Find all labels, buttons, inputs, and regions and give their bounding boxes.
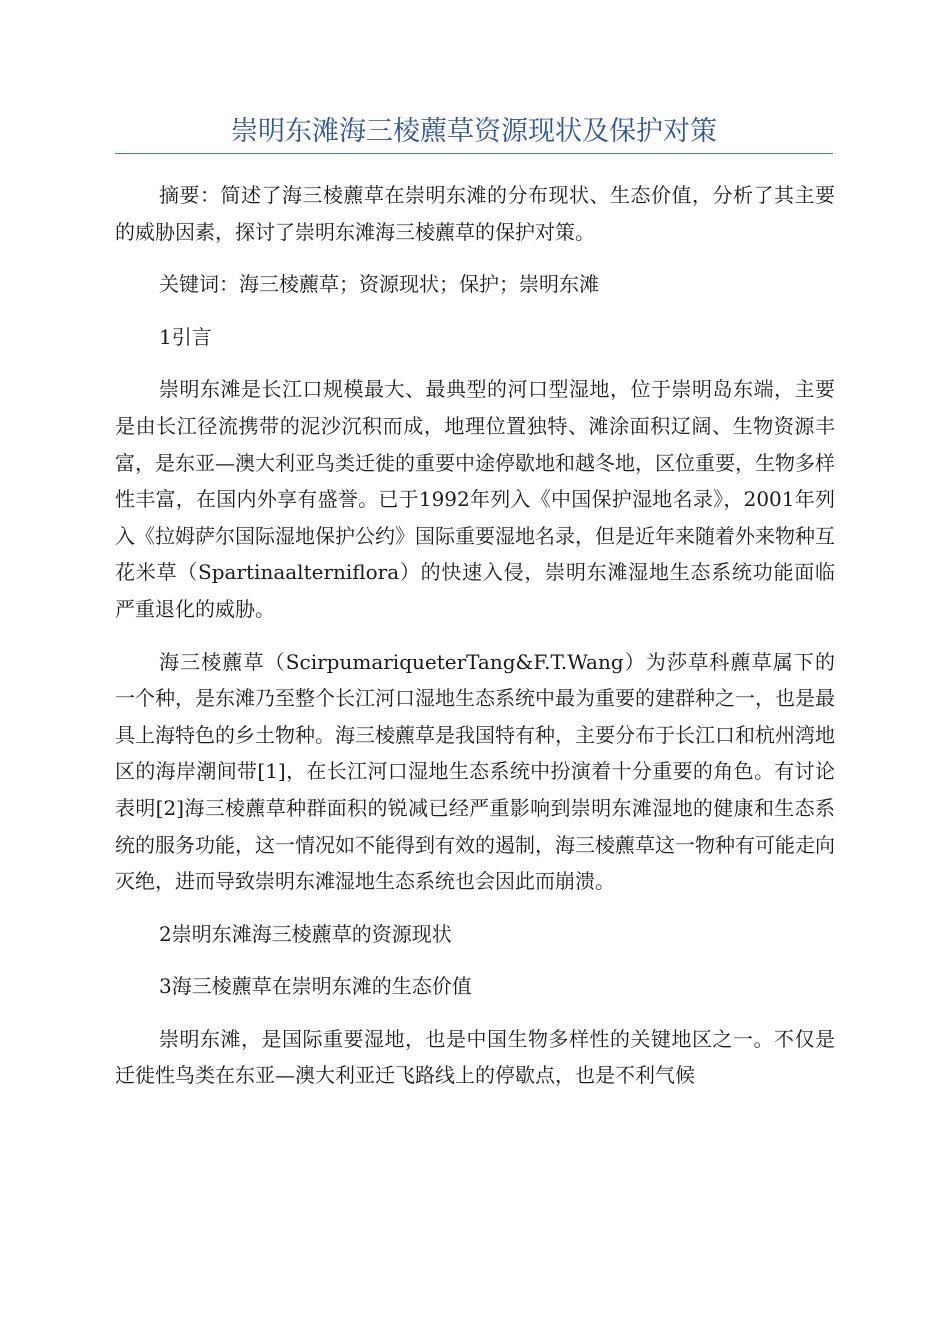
section-2-heading: 2崇明东滩海三棱藨草的资源现状 (159, 921, 452, 946)
section-1-heading: 1引言 (159, 324, 212, 349)
section-3-heading: 3海三棱藨草在崇明东滩的生态价值 (159, 974, 472, 999)
keywords-line: 关键词：海三棱藨草；资源现状；保护；崇明东滩 (159, 272, 599, 297)
document-title: 崇明东滩海三棱藨草资源现状及保护对策 (231, 116, 717, 147)
section-1-paragraph-1: 崇明东滩是长江口规模最大、最典型的河口型湿地，位于崇明岛东端，主要是由长江径流携带的泥沙沉积而成，地理位置独特、滩涂面积辽阔、生物资源丰富，是东亚—澳大利亚鸟类迁徙的重要中途停歇地和越冬地，区位重要，生物多样性丰富，在国内外享有盛誉。已于1992年列入《中国保护湿地名录》，2001年列入《拉姆萨尔国际湿地保护公约》国际重要湿地名录，但是近年来随着外来物种互花米草（Spartinaalterniflora）的快速入侵，崇明东滩湿地生态系统功能面临严重退化的威胁。 (115, 377, 835, 621)
abstract-paragraph: 摘要：简述了海三棱藨草在崇明东滩的分布现状、生态价值，分析了其主要的威胁因素，探讨了崇明东滩海三棱藨草的保护对策。 (115, 183, 835, 244)
section-3-paragraph-1: 崇明东滩，是国际重要湿地，也是中国生物多样性的关键地区之一。不仅是迁徙性鸟类在东亚—澳大利亚迁飞路线上的停歇点，也是不利气候 (115, 1026, 835, 1088)
title-underline (115, 153, 833, 154)
document-body (115, 177, 835, 1110)
section-1-paragraph-2: 海三棱藨草（ScirpumariqueterTang&F.T.Wang）为莎草科藨草属下的一个种，是东滩乃至整个长江河口湿地生态系统中最为重要的建群种之一，也是最具上海特色的乡土物种。海三棱藨草是我国特有种，主要分布于长江口和杭州湾地区的海岸潮间带[1]，在长江河口湿地生态系统中扮演着十分重要的角色。有讨论表明[2]海三棱藨草种群面积的锐减已经严重影响到崇明东滩湿地的健康和生态系统的服务功能，这一情况如不能得到有效的遏制，海三棱藨草这一物种有可能走向灭绝，进而导致崇明东滩湿地生态系统也会因此而崩溃。 (115, 649, 835, 894)
